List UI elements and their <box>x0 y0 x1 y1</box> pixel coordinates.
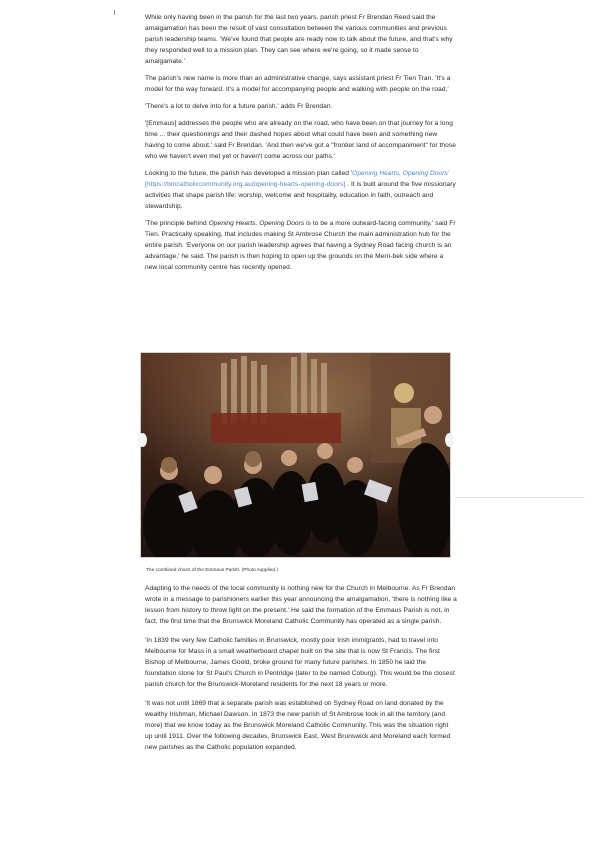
paragraph-4: '[Emmaus] addresses the people who are already on the road, who have been on that journey for a long time ... their questionings and their dashed hopes about what could have been and something new having to come about,' said Fr Brendan. 'And then we've got a "frontier land of accompaniment" for those who we haven't even met yet or haven't come across our paths.' <box>145 120 456 160</box>
mission-plan-link[interactable]: Opening Hearts, Opening Doors' <box>352 170 450 177</box>
scan-artifact-line <box>455 497 585 498</box>
paragraph-5-text-a: Looking to the future, the parish has developed a mission plan called ' <box>145 170 353 177</box>
paragraph-7: Adapting to the needs of the local community is nothing new for the Church in Melbourne. As Fr Brendan wrote in a message to parishioners earlier this year announcing the amalgamation, 'there is nothing like a lesson from history to throw light on the present.' He said the formation of the Emmaus Parish is not, in fact, the first time that the Brunswick Moreland Catholic Community has operated as a single parish. <box>145 585 457 625</box>
paragraph-6 <box>145 218 457 273</box>
paragraph-2: The parish's new name is more than an administrative change, says assistant priest Fr Tien Tran. 'It's a model for the way forward. It's a model for accompanying people and walking with people on the road.' <box>145 75 451 93</box>
paragraph-6-text-a: 'The principle behind <box>145 220 209 227</box>
paragraph-6-emphasis: Opening Hearts, Opening Doors <box>208 220 305 227</box>
photo-caption: The combined choirs of the Emmaus Parish. (Photo supplied.) <box>146 568 278 573</box>
scan-mark <box>114 10 118 15</box>
mission-plan-url[interactable]: [https://bmcatholiccommunity.org.au/opening-hearts-opening-doors] <box>145 181 346 188</box>
paragraph-6-text-b: is to be a more outward-facing community,' said Fr Tien. Practically speaking, that includes making St Ambrose Church the main administration hub for the entire parish. 'Everyone on our parish leadership agrees that having a Sydney Road facing church is an advantage,' he said. The parish is then hoping to open up the grounds on the Merri-bek side where a new local community centre has recently opened. <box>145 220 456 271</box>
paragraph-3: 'There's a lot to delve into for a future parish,' adds Fr Brendan. <box>145 103 333 110</box>
paragraph-9: 'It was not until 1869 that a separate parish was established on Sydney Road on land donated by the wealthy Irishman, Michael Dawson. In 1873 the new parish of St Ambrose took in all the territory (and more) that we know today as the Brunswick Moreland Catholic Community. This was the situation right up until 1911. Over the following decades, Brunswick East, West Brunswick and Moreland each formed new parishes as the Catholic population expanded. <box>145 700 451 751</box>
paragraph-8: 'In 1839 the very few Catholic families in Brunswick, mostly poor Irish immigrants, had to travel into Melbourne for Mass in a small weatherboard chapel built on the site that is now St Francis. The first Bishop of Melbourne, James Goold, broke ground for many future parishes. In 1850 he laid the foundation stone for St Paul's Church in Pentridge (later to be named Coburg). This would be the closest parish church for the Brunswick-Moreland residents for the next 18 years or more. <box>145 637 455 688</box>
scan-hole-left <box>138 433 147 447</box>
choir-photo-illustration <box>141 353 451 558</box>
article-body-top <box>145 12 457 273</box>
choir-photo <box>140 352 451 558</box>
paragraph-5-text-b: . It is built around the five missionary activities that shape parish life: worship, welcome and hospitality, education in faith, outreach and stewardship. <box>145 181 456 210</box>
scan-hole-right <box>445 433 454 447</box>
paragraph-5 <box>145 168 457 212</box>
article-body-bottom <box>145 583 457 753</box>
paragraph-1: While only having been in the parish for the last two years, parish priest Fr Brendan Reed said the amalgamation has been the result of vast consultation between the various communities and previous parish leadership teams. 'We've found that people are ready now to talk about the future, and that's why they responded well to a mission plan. They can see where we're going, so it made sense to amalgamate.' <box>145 14 453 65</box>
